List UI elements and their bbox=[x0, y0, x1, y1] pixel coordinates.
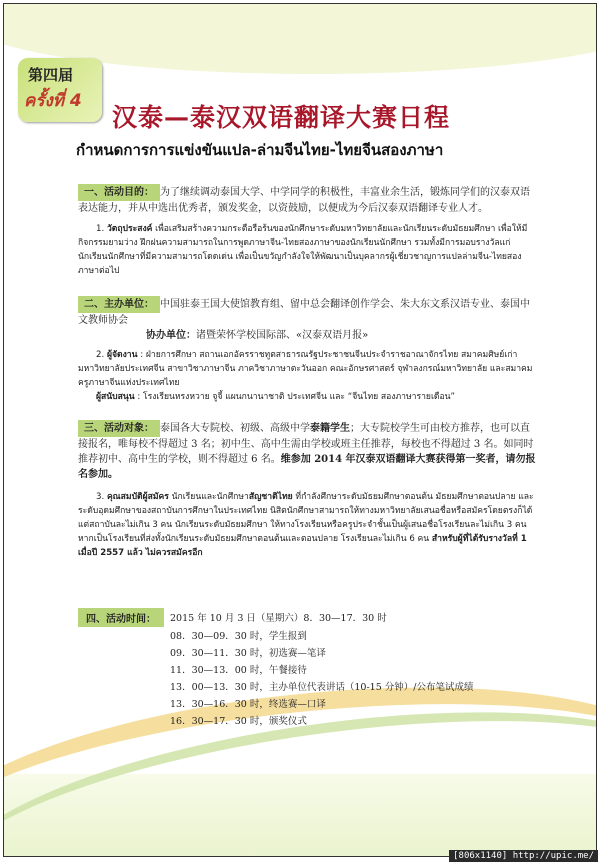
section-label: 四、活动时间： bbox=[78, 608, 164, 627]
section-organizers-th bbox=[78, 348, 536, 390]
item-number: 2. bbox=[96, 350, 105, 360]
item-number: 1. bbox=[96, 224, 105, 234]
item-bold-text: สัญชาติไทย bbox=[248, 492, 293, 502]
section-participants-th bbox=[78, 490, 536, 560]
schedule-header bbox=[78, 608, 164, 627]
schedule-date: 2015 年 10 月 3 日（星期六）8．30—17．30 时 bbox=[170, 613, 387, 624]
section-bold-text: 泰籍学生 bbox=[310, 423, 350, 434]
page-title-chinese: 汉泰—泰汉双语翻译大赛日程 bbox=[112, 103, 451, 132]
section-participants bbox=[4, 420, 596, 560]
item-heading: ผู้จัดงาน bbox=[106, 350, 138, 360]
item-bold-note: สำหรับผู้ที่ได้รับรางวัลที่ 1 เมื่อปี 2557 แล้ว ไม่ควรสมัครอีก bbox=[78, 534, 527, 558]
badge-line-cn: 第四届 bbox=[28, 66, 74, 84]
section-participants-cn bbox=[78, 420, 536, 482]
schedule-item: 13．00—13．30 时，主办单位代表讲话（10-15 分钟）/公布笔试成绩 bbox=[170, 682, 474, 693]
co-organizers-cn bbox=[146, 328, 536, 343]
item-heading: วัตถุประสงค์ bbox=[106, 224, 153, 234]
section-text: 泰国各大专院校、初级、高级中学 bbox=[160, 423, 310, 434]
co-organizer-label: 协办单位： bbox=[146, 330, 196, 341]
sponsor-heading: ผู้สนับสนุน bbox=[96, 392, 135, 402]
schedule-item: 13．30—16．30 时，终选赛—口译 bbox=[170, 699, 326, 710]
schedule-item: 11．30—13．00 时，午餐接待 bbox=[170, 665, 307, 676]
sponsor-th bbox=[96, 390, 536, 404]
document-page bbox=[3, 3, 597, 857]
item-text: : ฝ่ายการศึกษา สถานเอกอัครราชทูตสาธารณรัฐประชาชนจีนประจำราชอาณาจักรไทย สมาคมศิษย์เก่ามหาวิทยาลัยประเทศจีน สาขาวิชาภาษาจีน ภาควิชาภาษาตะวันออก คณะอักษรศาสตร์ จุฬาลงกรณ์มหาวิทยาลัย และสมาคมครูภาษาจีนแห่งประเทศไทย bbox=[78, 350, 533, 388]
section-text: 为了继续调动泰国大学、中学同学的积极性，丰富业余生活，锻炼同学们的汉泰双语表达能力，并从中选出优秀者，颁发奖金，以资鼓励，以便成为今后汉泰双语翻译专业人才。 bbox=[78, 187, 530, 214]
section-purpose-th bbox=[78, 222, 536, 278]
schedule-item: 09．30—11．30 时，初选赛—笔译 bbox=[170, 648, 326, 659]
page-title-thai: กำหนดการการแข่งขันแปล-ล่ามจีนไทย-ไทยจีนสองภาษา bbox=[76, 141, 444, 159]
section-purpose bbox=[4, 184, 596, 278]
edition-badge bbox=[18, 58, 102, 122]
item-text: ที่กำลังศึกษาระดับมัธยมศึกษาตอนต้น มัธยมศึกษาตอนปลาย และระดับอุดมศึกษาของสถาบันการศึกษาในประเทศไทย นิสิตนักศึกษาสามารถให้ทางมหาวิทยาลัยเสนอชื่อหรือสมัครโดยตรงก็ได้ แต่สถาบันละไม่เกิน 3 คน นักเรียนระดับมัธยมศึกษา ให้ทางโรงเรียนหรือครูประจำชั้นเป็นผู้เสนอชื่อโรงเรียนละไม่เกิน 3 คน หากเป็นโรงเรียนที่ส่งทั้งนักเรียนระดับมัธยมศึกษาตอนต้นและตอนปลาย โรงเรียนละไม่เกิน 6 คน bbox=[78, 492, 534, 544]
sponsor-text: : โรงเรียนหรงหวาย จูจี้ แผนกนานาชาติ ประเทศจีน และ “จีนไทย สองภาษารายเดือน” bbox=[134, 392, 455, 402]
section-bold-note: 维参加 2014 年汉泰双语翻译大赛获得第一奖者，请勿报名参加。 bbox=[78, 454, 536, 480]
section-label: 二、主办单位： bbox=[78, 296, 160, 313]
section-text: ；大专院校学生可由校方推荐，也可以直接报名，唯每校不得超过 3 名；初中生、高中生需由学校或班主任推荐，每校也不得超过 3 名。如同时推荐初中、高中生的学校，则不得超过 6 名。 bbox=[78, 423, 534, 465]
item-heading: คุณสมบัติผู้สมัคร bbox=[106, 492, 169, 502]
section-organizers bbox=[4, 296, 596, 404]
section-purpose-cn bbox=[78, 184, 536, 216]
item-number: 3. bbox=[96, 492, 105, 502]
badge-line-th: ครั้งที่ 4 bbox=[24, 91, 82, 111]
schedule-item: 16．30—17．30 时，颁奖仪式 bbox=[170, 716, 307, 727]
item-text: เพื่อเสริมสร้างความกระตือรือร้นของนักศึกษาระดับมหาวิทยาลัยและนักเรียนระดับมัธยมศึกษา เพื่อให้มีกิจกรรมยามว่าง ฝึกฝนความสามารถในการพูดภาษาจีน-ไทยสองภาษาของนักเรียนนักศึกษา รวมทั้งมีการมอบรางวัลแก่นักเรียนนักศึกษาที่มีความสามารถโดดเด่น เพื่อเป็นขวัญกำลังใจให้พัฒนาเป็นบุคลากรผู้เชี่ยวชาญการแปลล่ามจีน-ไทยสองภาษาต่อไป bbox=[78, 224, 528, 276]
section-text: 中国驻泰王国大使馆教育组、留中总会翻译创作学会、朱大东文系汉语专业、泰国中文教师协会 bbox=[78, 299, 530, 326]
image-host-watermark: [806x1140] http://upic.me/ bbox=[449, 850, 598, 862]
section-label: 一、活动目的： bbox=[78, 184, 160, 201]
section-organizers-cn bbox=[78, 296, 536, 328]
co-organizer-text: 诸暨荣怀学校国际部、«汉泰双语月报» bbox=[196, 330, 369, 341]
item-text: นักเรียนและนักศึกษา bbox=[168, 492, 249, 502]
section-label: 三、活动对象： bbox=[78, 420, 160, 437]
schedule-item: 08．30—09．30 时，学生报到 bbox=[170, 631, 307, 642]
